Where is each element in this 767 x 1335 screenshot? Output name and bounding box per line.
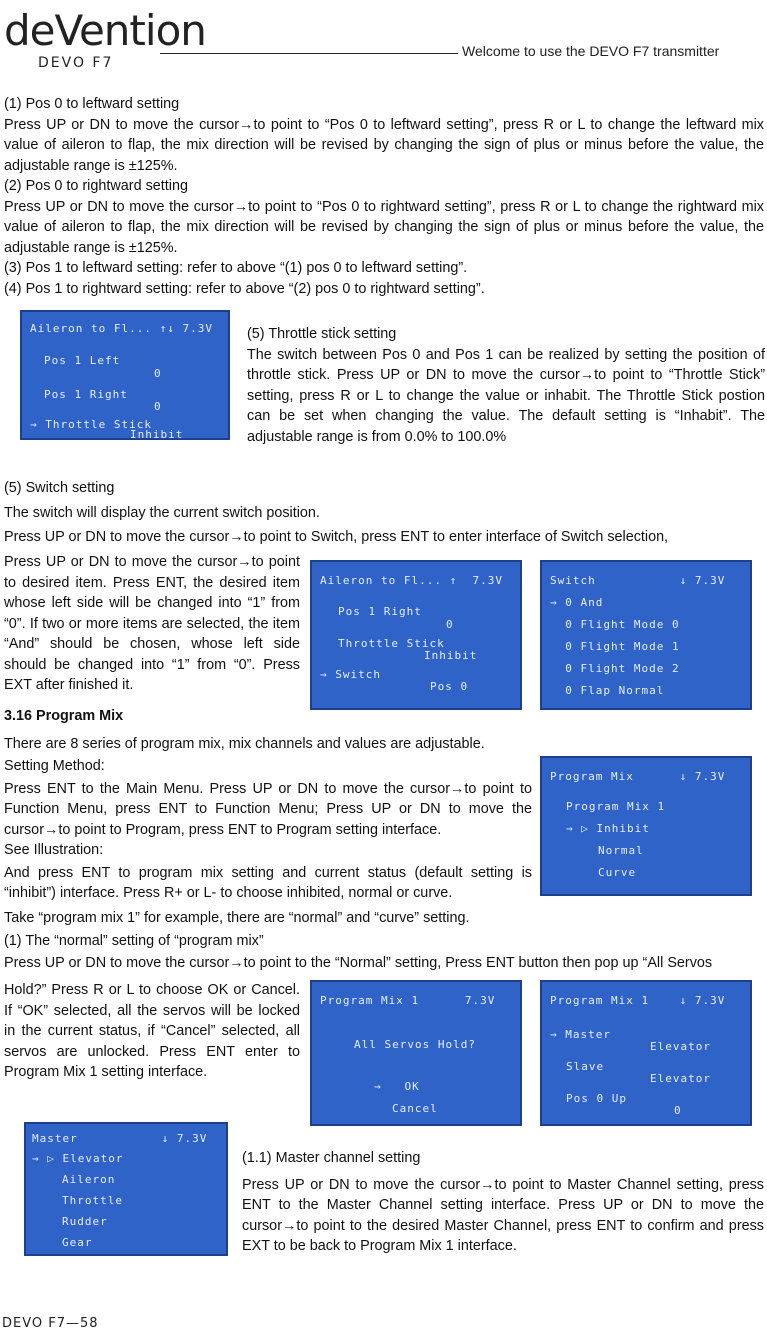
- setting-method-label: Setting Method:: [4, 758, 105, 774]
- screen-title: Program Mix ↓ 7.3V: [550, 770, 726, 783]
- throttle-title: (5) Throttle stick setting: [247, 326, 397, 342]
- program-mix-line1: [4, 734, 764, 755]
- screen-item: 0 Flight Mode 1: [550, 640, 680, 653]
- header-rule: [160, 53, 458, 54]
- screen-servos-hold: [310, 980, 522, 1126]
- screen-item-selected: → 0 And: [550, 596, 604, 609]
- screen-value: Elevator: [650, 1040, 711, 1053]
- switch-line1: The switch will display the current switch position.: [4, 504, 320, 521]
- screen-program-mix: [540, 756, 752, 896]
- screen-value: 0: [154, 400, 162, 413]
- dialog-option-selected: → OK: [374, 1080, 420, 1093]
- screen-item-selected: → Switch: [320, 668, 381, 681]
- screen-title: Master ↓ 7.3V: [32, 1132, 208, 1145]
- screen-item-selected: → Throttle Stick: [30, 418, 152, 431]
- screen-value: Elevator: [650, 1072, 711, 1085]
- screen-value: Pos 0: [430, 680, 469, 693]
- screen-item: Aileron: [62, 1173, 116, 1186]
- switch-body-block: [4, 552, 300, 696]
- screen-item: Pos 0 Up: [566, 1092, 627, 1105]
- screen-item: Curve: [598, 866, 637, 879]
- switch-line2: Press UP or DN to move the cursor→to point to Switch, press ENT to enter interface of Switch selection,: [4, 529, 669, 545]
- screen-item: Rudder: [62, 1215, 108, 1228]
- model-name: DEVO F7: [38, 55, 114, 71]
- section-heading: 3.16 Program Mix: [4, 708, 124, 724]
- screen-value: 0: [154, 367, 162, 380]
- throttle-body: The switch between Pos 0 and Pos 1 can be realized by setting the position of throttle stick. Press UP or DN to move the cursor→to point to “Throttle Stick” setting, press R or L to change the value or inhabit. The Throttle Stick postion can be set when changing the value. The default setting is “Inhabit”. The adjustable range is from 0.0% to 100.0%: [247, 346, 765, 445]
- page-number: DEVO F7—58: [2, 1316, 99, 1331]
- screen-item: Slave: [566, 1060, 605, 1073]
- screen-item: Pos 1 Left: [44, 354, 121, 367]
- screen-title: Program Mix 1 ↓ 7.3V: [550, 994, 726, 1007]
- screen-master: [24, 1122, 228, 1256]
- switch-intro: [4, 478, 764, 548]
- screen-switch-select: [310, 560, 522, 710]
- screen-value: 0: [674, 1104, 682, 1117]
- program-mix-method: [4, 756, 532, 904]
- pos1-left-note: (3) Pos 1 to leftward setting: refer to above “(1) pos 0 to leftward setting”.: [4, 260, 468, 276]
- dialog-option: Cancel: [392, 1102, 438, 1115]
- brand-logo: deVention: [4, 6, 206, 55]
- program-mix-example: Take “program mix 1” for example, there are “normal” and “curve” setting.: [4, 910, 470, 926]
- dialog-question: All Servos Hold?: [354, 1038, 476, 1051]
- normal-body-block: [4, 980, 300, 1083]
- screen-item-selected: → Master: [550, 1028, 611, 1041]
- screen-program-mix-1: [540, 980, 752, 1126]
- program-mix-status-body: And press ENT to program mix setting and current status (default setting is “inhibit”) interface. Press R+ or L- to choose inhibited, normal or curve.: [4, 864, 532, 901]
- screen-item: Program Mix 1: [566, 800, 666, 813]
- normal-title: (1) The “normal” setting of “program mix”: [4, 932, 264, 949]
- screen-title: Aileron to Fl... ↑ 7.3V: [320, 574, 503, 587]
- pos0-right-body: Press UP or DN to move the cursor→to point to “Pos 0 to rightward setting”, press R or L to change the rightward mix value of aileron to flap, the mix direction will be revised by changing the sign of plus or minus before the value, the adjustable range is ±125%.: [4, 198, 764, 256]
- screen-item: 0 Flight Mode 0: [550, 618, 680, 631]
- intro-section: [4, 94, 764, 299]
- program-mix-normal: [4, 908, 764, 974]
- normal-line: Press UP or DN to move the cursor→to point to the “Normal” setting, Press ENT button then pop up “All Servos: [4, 955, 713, 971]
- screen-switch-list: [540, 560, 752, 710]
- master-body: Press UP or DN to move the cursor→to point to Master Channel setting, press ENT to the Master Channel setting interface. Press UP or DN to move the cursor→to point to the desired Master Channel, press ENT to confirm and press EXT to be back to Program Mix 1 interface.: [242, 1176, 764, 1254]
- screen-value: Inhibit: [130, 428, 184, 440]
- screen-value: Inhibit: [424, 649, 478, 662]
- screen-title: Switch ↓ 7.3V: [550, 574, 726, 587]
- pos1-right-note: (4) Pos 1 to rightward setting: refer to above “(2) pos 0 to rightward setting”.: [4, 280, 485, 297]
- switch-title: (5) Switch setting: [4, 480, 115, 496]
- screen-item: 0 Flight Mode 2: [550, 662, 680, 675]
- pos0-left-body: Press UP or DN to move the cursor→to point to “Pos 0 to leftward setting”, press R or L to change the leftward mix value of aileron to flap, the mix direction will be revised by changing the sign of plus or minus before the value, the adjustable range is ±125%.: [4, 116, 764, 174]
- throttle-section: [247, 324, 765, 447]
- screen-item: Throttle Stick: [338, 637, 445, 650]
- screen-aileron-flap: [20, 310, 230, 440]
- master-section: [242, 1148, 764, 1257]
- screen-item-selected: → ▷ Elevator: [32, 1152, 124, 1165]
- screen-item: Throttle: [62, 1194, 123, 1207]
- screen-item: Pos 1 Right: [338, 605, 422, 618]
- screen-item: Normal: [598, 844, 644, 857]
- switch-body: Press UP or DN to move the cursor→to point to desired item. Press ENT, the desired item whose left side will be changed into “1” from “0”. If two or more items are selected, the item “And” should be chosen, whose left side should be changed into “1” from “0”. Press EXT after finished it.: [4, 554, 300, 693]
- header-welcome: Welcome to use the DEVO F7 transmitter: [462, 43, 720, 59]
- screen-item-selected: → ▷ Inhibit: [566, 822, 650, 835]
- pos0-left-title: (1) Pos 0 to leftward setting: [4, 96, 180, 112]
- screen-item: 0 Flap Normal: [550, 684, 665, 697]
- screen-item: Gear: [62, 1236, 93, 1249]
- program-mix-intro: There are 8 series of program mix, mix channels and values are adjustable.: [4, 736, 485, 752]
- screen-value: 0: [446, 618, 454, 631]
- screen-title: Aileron to Fl... ↑↓ 7.3V: [30, 322, 213, 335]
- see-illustration: See Illustration:: [4, 842, 104, 858]
- normal-body: Hold?” Press R or L to choose OK or Cancel. If “OK” selected, all the servos will be locked in the current status, if “Cancel” selected, all servos are unlocked. Press ENT enter to Program Mix 1 setting interface.: [4, 982, 300, 1080]
- pos0-right-title: (2) Pos 0 to rightward setting: [4, 178, 188, 194]
- setting-method-body: Press ENT to the Main Menu. Press UP or DN to move the cursor→to point to Function Menu, press ENT to Function Menu; Press UP or DN to move the cursor→to point to Program, press ENT to Program setting interface.: [4, 780, 532, 838]
- screen-title: Program Mix 1 7.3V: [320, 994, 496, 1007]
- master-title: (1.1) Master channel setting: [242, 1150, 421, 1166]
- screen-item: Pos 1 Right: [44, 388, 128, 401]
